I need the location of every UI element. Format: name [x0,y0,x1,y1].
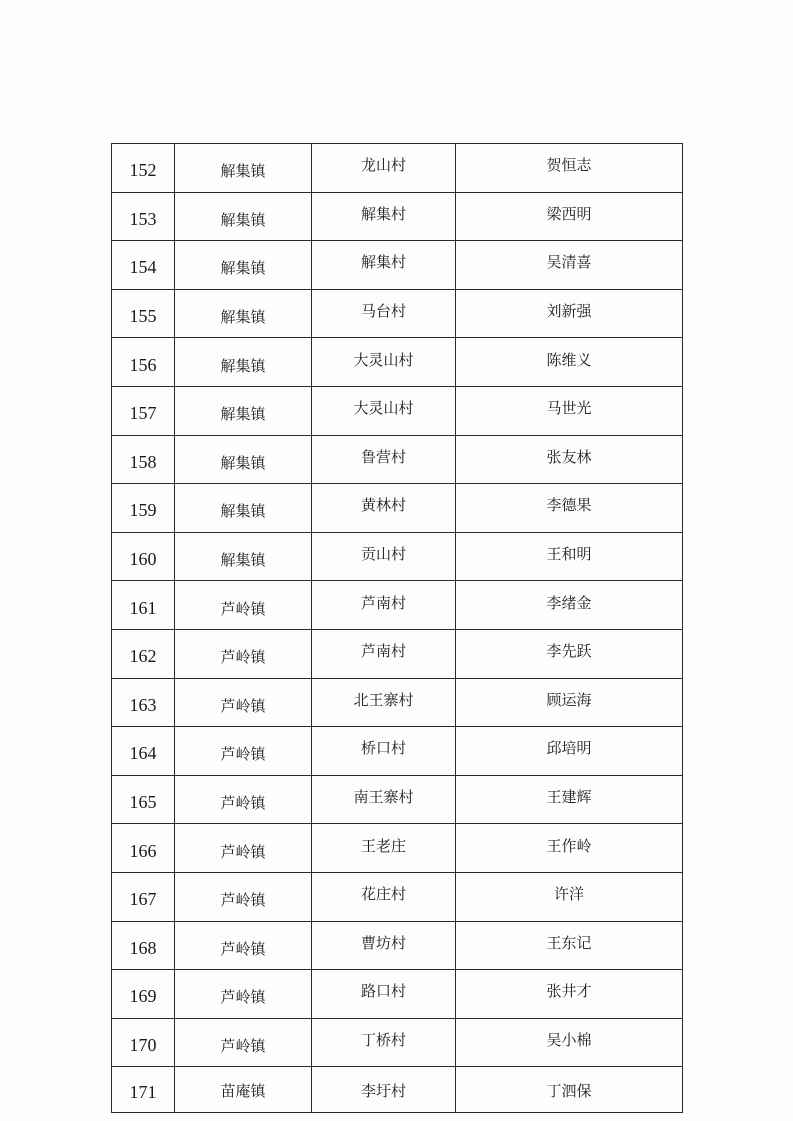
person-name-cell: 梁西明 [456,192,683,241]
village-cell: 贡山村 [312,532,456,581]
row-number-cell: 163 [112,678,175,727]
village-cell: 花庄村 [312,872,456,921]
person-name-cell: 李先跃 [456,629,683,678]
village-cell: 芦南村 [312,629,456,678]
village-cell: 解集村 [312,241,456,290]
village-cell: 大灵山村 [312,338,456,387]
table-row [112,386,683,435]
row-number-cell: 165 [112,775,175,824]
table-row [112,192,683,241]
person-name-cell: 王建辉 [456,775,683,824]
town-cell: 芦岭镇 [175,970,312,1019]
town-cell: 芦岭镇 [175,629,312,678]
town-cell: 解集镇 [175,338,312,387]
person-name-cell: 吴清喜 [456,241,683,290]
town-cell: 苗庵镇 [175,1067,312,1113]
row-number-cell: 158 [112,435,175,484]
row-number-cell: 152 [112,144,175,193]
town-cell: 芦岭镇 [175,824,312,873]
person-name-cell: 李绪金 [456,581,683,630]
town-cell: 解集镇 [175,484,312,533]
town-cell: 芦岭镇 [175,678,312,727]
table-row [112,581,683,630]
table-row [112,872,683,921]
person-name-cell: 马世光 [456,386,683,435]
row-number-cell: 171 [112,1067,175,1113]
person-name-cell: 许洋 [456,872,683,921]
table-row [112,678,683,727]
row-number-cell: 169 [112,970,175,1019]
table-row [112,727,683,776]
person-name-cell: 贺恒志 [456,144,683,193]
table-row [112,338,683,387]
row-number-cell: 164 [112,727,175,776]
town-cell: 解集镇 [175,532,312,581]
person-name-cell: 王东记 [456,921,683,970]
village-cell: 大灵山村 [312,386,456,435]
village-cell: 南王寨村 [312,775,456,824]
village-cell: 北王寨村 [312,678,456,727]
row-number-cell: 170 [112,1018,175,1067]
table-row [112,435,683,484]
person-name-cell: 陈维义 [456,338,683,387]
village-cell: 桥口村 [312,727,456,776]
row-number-cell: 168 [112,921,175,970]
person-name-cell: 王作岭 [456,824,683,873]
row-number-cell: 159 [112,484,175,533]
row-number-cell: 153 [112,192,175,241]
person-name-cell: 张友林 [456,435,683,484]
table-row [112,484,683,533]
row-number-cell: 157 [112,386,175,435]
person-name-cell: 李德果 [456,484,683,533]
table-row [112,921,683,970]
town-cell: 解集镇 [175,435,312,484]
row-number-cell: 167 [112,872,175,921]
village-cell: 丁桥村 [312,1018,456,1067]
roster-table [111,143,683,1113]
person-name-cell: 王和明 [456,532,683,581]
table-row [112,532,683,581]
town-cell: 解集镇 [175,386,312,435]
town-cell: 芦岭镇 [175,727,312,776]
town-cell: 芦岭镇 [175,1018,312,1067]
row-number-cell: 161 [112,581,175,630]
table-row [112,824,683,873]
village-cell: 路口村 [312,970,456,1019]
village-cell: 芦南村 [312,581,456,630]
village-cell: 曹坊村 [312,921,456,970]
row-number-cell: 160 [112,532,175,581]
table-row [112,1018,683,1067]
village-cell: 王老庄 [312,824,456,873]
table-row [112,775,683,824]
village-cell: 马台村 [312,289,456,338]
town-cell: 解集镇 [175,144,312,193]
town-cell: 芦岭镇 [175,581,312,630]
row-number-cell: 166 [112,824,175,873]
row-number-cell: 155 [112,289,175,338]
table-row [112,629,683,678]
person-name-cell: 丁泗保 [456,1067,683,1113]
town-cell: 芦岭镇 [175,775,312,824]
person-name-cell: 邱培明 [456,727,683,776]
town-cell: 解集镇 [175,241,312,290]
table-row [112,1067,683,1113]
town-cell: 解集镇 [175,192,312,241]
town-cell: 解集镇 [175,289,312,338]
town-cell: 芦岭镇 [175,921,312,970]
village-cell: 李圩村 [312,1067,456,1113]
table-row [112,241,683,290]
person-name-cell: 顾运海 [456,678,683,727]
village-cell: 黄林村 [312,484,456,533]
person-name-cell: 吴小棉 [456,1018,683,1067]
row-number-cell: 156 [112,338,175,387]
village-cell: 鲁营村 [312,435,456,484]
person-name-cell: 刘新强 [456,289,683,338]
town-cell: 芦岭镇 [175,872,312,921]
table-row [112,970,683,1019]
person-name-cell: 张井才 [456,970,683,1019]
row-number-cell: 162 [112,629,175,678]
roster-table-body [112,144,683,1113]
village-cell: 龙山村 [312,144,456,193]
village-cell: 解集村 [312,192,456,241]
table-row [112,289,683,338]
row-number-cell: 154 [112,241,175,290]
table-row [112,144,683,193]
